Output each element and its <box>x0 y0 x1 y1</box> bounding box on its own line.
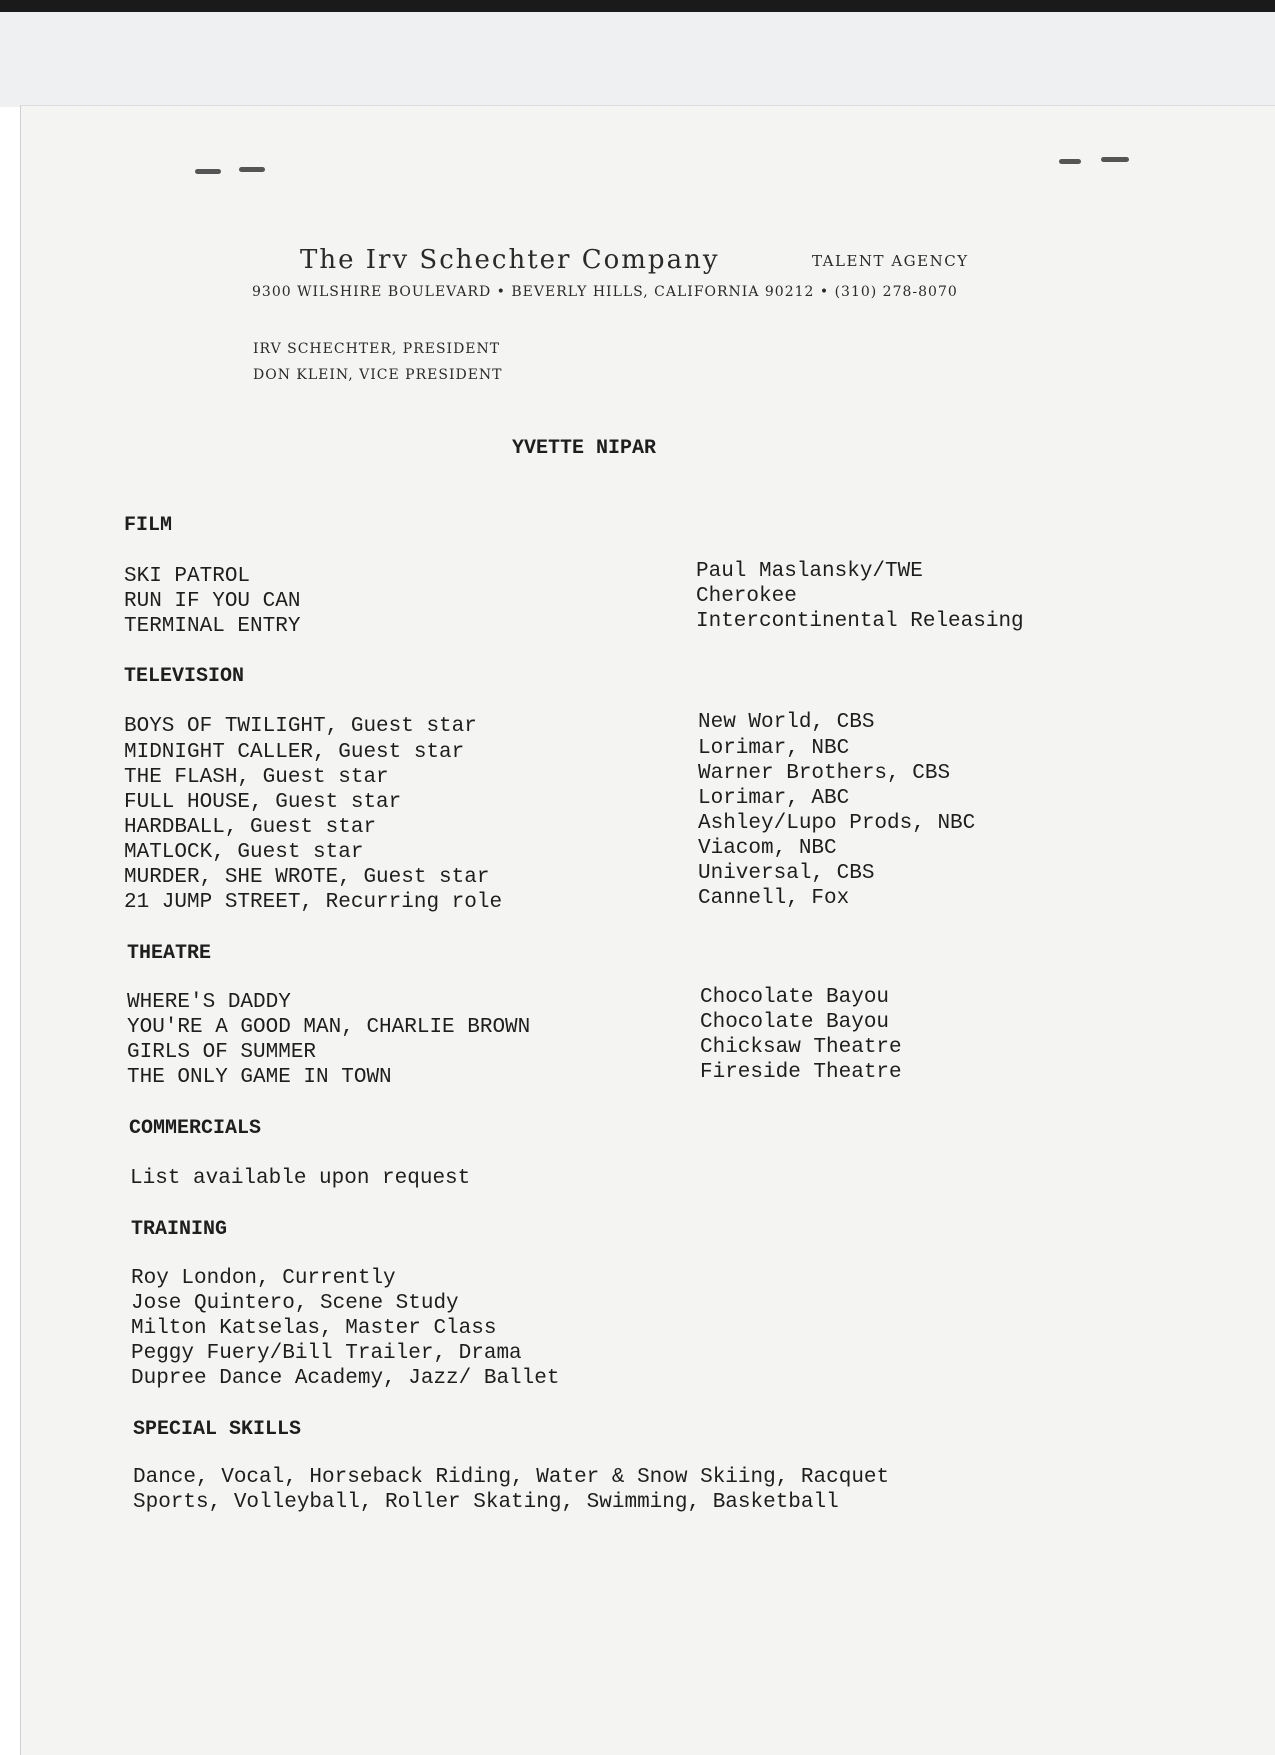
section-heading-film: FILM <box>124 514 173 537</box>
scan-top-edge <box>0 0 1275 12</box>
staple-left-b <box>239 167 265 172</box>
film-credit: Paul Maslansky/TWE <box>696 560 923 583</box>
staple-left-a <box>195 169 221 174</box>
television-credit: Cannell, Fox <box>698 887 850 910</box>
theatre-credit: Chicksaw Theatre <box>700 1036 902 1059</box>
television-credit: Universal, CBS <box>698 862 875 885</box>
section-heading-special-skills: SPECIAL SKILLS <box>133 1418 302 1441</box>
theatre-title: YOU'RE A GOOD MAN, CHARLIE BROWN <box>127 1016 531 1039</box>
television-credit: Ashley/Lupo Prods, NBC <box>698 812 976 835</box>
film-credit: Intercontinental Releasing <box>696 610 1024 633</box>
training-line: Peggy Fuery/Bill Trailer, Drama <box>131 1342 522 1365</box>
section-heading-training: TRAINING <box>131 1218 228 1241</box>
television-credit: Lorimar, ABC <box>698 787 850 810</box>
film-title: RUN IF YOU CAN <box>124 590 301 613</box>
commercials-line: List available upon request <box>130 1167 471 1190</box>
television-title: FULL HOUSE, Guest star <box>124 791 402 814</box>
television-title: MATLOCK, Guest star <box>124 841 364 864</box>
theatre-credit: Fireside Theatre <box>700 1061 902 1084</box>
scan-background <box>0 12 1275 107</box>
special-skills-line: Sports, Volleyball, Roller Skating, Swimming, Basketball <box>133 1491 839 1514</box>
officer-president: IRV SCHECHTER, PRESIDENT <box>253 341 501 357</box>
television-title: THE FLASH, Guest star <box>124 766 389 789</box>
agency-label: TALENT AGENCY <box>812 252 969 270</box>
actor-name: YVETTE NIPAR <box>512 437 657 460</box>
company-name: The Irv Schechter Company <box>300 245 720 275</box>
special-skills-line: Dance, Vocal, Horseback Riding, Water & Snow Skiing, Racquet <box>133 1466 890 1489</box>
training-line: Jose Quintero, Scene Study <box>131 1292 459 1315</box>
television-title: HARDBALL, Guest star <box>124 816 377 839</box>
television-credit: Lorimar, NBC <box>698 737 850 760</box>
television-credit: Viacom, NBC <box>698 837 837 860</box>
company-address: 9300 WILSHIRE BOULEVARD • BEVERLY HILLS, CALIFORNIA 90212 • (310) 278-8070 <box>252 284 958 300</box>
television-title: 21 JUMP STREET, Recurring role <box>124 891 503 914</box>
section-heading-commercials: COMMERCIALS <box>129 1117 262 1140</box>
theatre-title: THE ONLY GAME IN TOWN <box>127 1066 392 1089</box>
section-heading-theatre: THEATRE <box>127 942 212 965</box>
film-title: SKI PATROL <box>124 565 251 588</box>
training-line: Roy London, Currently <box>131 1267 396 1290</box>
staple-right-b <box>1101 157 1129 162</box>
television-credit: New World, CBS <box>698 711 875 734</box>
television-title: MURDER, SHE WROTE, Guest star <box>124 866 490 889</box>
training-line: Dupree Dance Academy, Jazz/ Ballet <box>131 1367 560 1390</box>
training-line: Milton Katselas, Master Class <box>131 1317 497 1340</box>
television-title: MIDNIGHT CALLER, Guest star <box>124 741 465 764</box>
staple-right-a <box>1059 159 1081 164</box>
film-title: TERMINAL ENTRY <box>124 615 301 638</box>
television-credit: Warner Brothers, CBS <box>698 762 951 785</box>
theatre-title: WHERE'S DADDY <box>127 991 291 1014</box>
officer-vice-president: DON KLEIN, VICE PRESIDENT <box>253 367 503 383</box>
theatre-credit: Chocolate Bayou <box>700 1011 890 1034</box>
television-title: BOYS OF TWILIGHT, Guest star <box>124 715 477 738</box>
theatre-title: GIRLS OF SUMMER <box>127 1041 317 1064</box>
section-heading-television: TELEVISION <box>124 665 245 688</box>
theatre-credit: Chocolate Bayou <box>700 986 890 1009</box>
film-credit: Cherokee <box>696 585 797 608</box>
